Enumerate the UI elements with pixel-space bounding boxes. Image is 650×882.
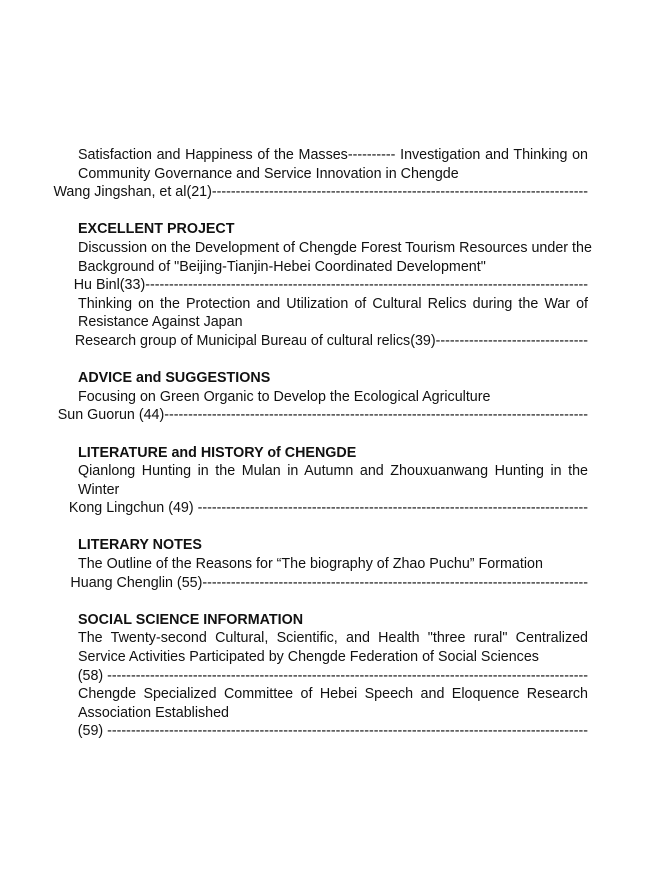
- toc-entry-line: Community Governance and Service Innovation in Chengde: [78, 165, 459, 182]
- toc-entry-line: The Outline of the Reasons for “The biography of Zhao Puchu” Formation: [78, 556, 543, 573]
- toc-entry-line: The Twenty-second Cultural, Scientific, and Health "three rural" Centralized: [78, 630, 588, 647]
- toc-entry-line: Chengde Specialized Committee of Hebei Speech and Eloquence Research: [78, 686, 588, 703]
- toc-entry-line: Thinking on the Protection and Utilization of Cultural Relics during the War of: [78, 295, 588, 312]
- toc-leader-line: ---------------------------------------------------------------------------------Huang Chenglin (55): [70, 574, 588, 591]
- toc-entry-line: Discussion on the Development of Chengde Forest Tourism Resources under the: [78, 239, 592, 256]
- toc-leader-line: -------------------------------------------------------------------------------Wang Jingshan, et al(21): [53, 184, 588, 201]
- section-heading: ADVICE and SUGGESTIONS: [78, 370, 271, 387]
- toc-leader-line: ----------------------------------------------------------------------------------------------------- (58): [77, 667, 588, 684]
- toc-entry-line: Qianlong Hunting in the Mulan in Autumn and Zhouxuanwang Hunting in the: [78, 463, 588, 480]
- toc-leader-line: ---------------------------------------------------------------------------------------------Hu Binl(33): [73, 277, 588, 294]
- toc-leader-line: ---------------------------------------------------------------------------------- Kong Lingchun (49): [68, 500, 588, 517]
- toc-entry-line: Satisfaction and Happiness of the Masses---------- Investigation and Thinking on: [78, 147, 588, 163]
- toc-entry-line: Service Activities Participated by Chengde Federation of Social Sciences: [78, 649, 539, 666]
- toc-entry-line: Background of "Beijing-Tianjin-Hebei Coordinated Development": [78, 258, 486, 275]
- toc-entry-line: Winter: [78, 481, 120, 498]
- toc-entry-line: Association Established: [78, 704, 229, 721]
- toc-leader-line: ----------------------------------------------------------------------------------------------------- (59): [77, 723, 588, 740]
- section-spacer: [78, 518, 588, 537]
- section-heading: LITERATURE and HISTORY of CHENGDE: [78, 444, 357, 461]
- section-heading: EXCELLENT PROJECT: [78, 221, 235, 238]
- section-heading: LITERARY NOTES: [78, 537, 202, 554]
- section-spacer: [78, 592, 588, 611]
- section-spacer: [78, 351, 588, 370]
- toc-entry-line: Focusing on Green Organic to Develop the Ecological Agriculture: [78, 388, 491, 405]
- toc-leader-line: -----------------------------------------------------------------------------------------Sun Guorun (44): [57, 407, 588, 424]
- toc-leader-line: --------------------------------Research group of Municipal Bureau of cultural relics(39): [74, 332, 588, 349]
- section-heading: SOCIAL SCIENCE INFORMATION: [78, 611, 304, 628]
- section-spacer: [78, 202, 588, 221]
- toc-entry-line: Resistance Against Japan: [78, 314, 243, 331]
- table-of-contents: [53, 146, 592, 741]
- section-spacer: [78, 425, 588, 444]
